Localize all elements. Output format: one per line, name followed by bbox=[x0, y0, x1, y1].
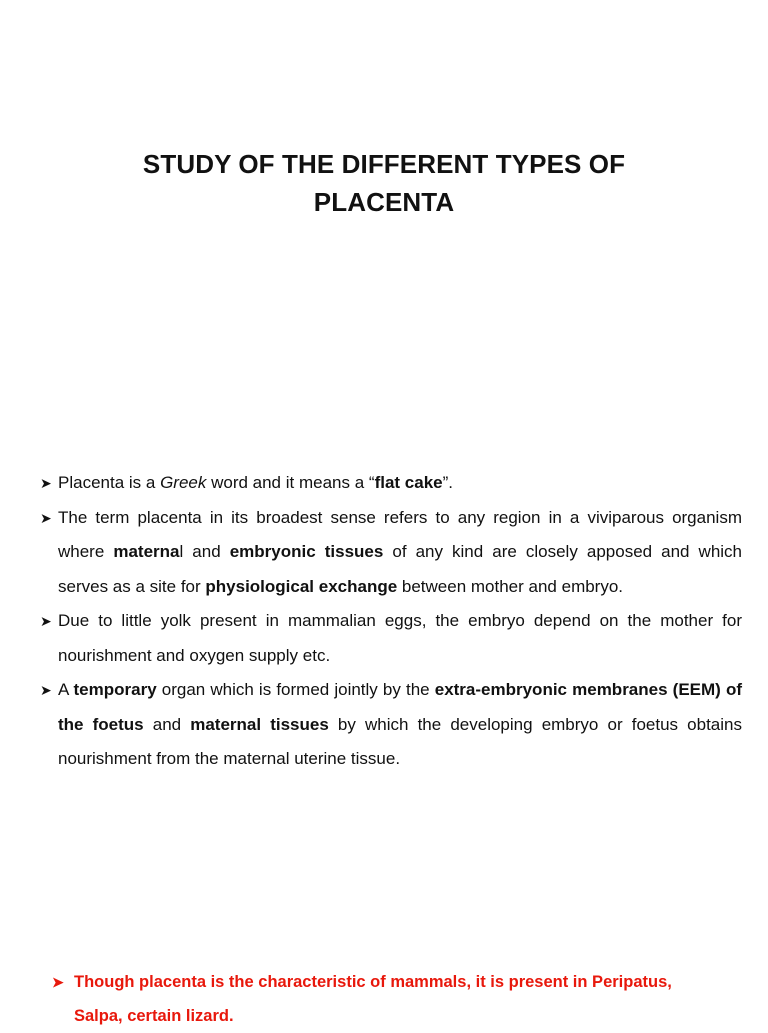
title-line-1: STUDY OF THE DIFFERENT TYPES OF bbox=[142, 149, 626, 179]
text-run: by which the developing embryo or foetus obtains nourishment from the maternal uterine tissue. bbox=[58, 714, 742, 768]
list-item bbox=[40, 466, 742, 501]
arrowhead-bullet-icon: ➤ bbox=[40, 613, 52, 629]
arrowhead-bullet-icon: ➤ bbox=[52, 974, 64, 990]
page-title bbox=[110, 145, 658, 221]
text-run: Placenta is a bbox=[58, 473, 161, 492]
text-run: The term placenta in its broadest sense refers to any region in a viviparous organism where bbox=[58, 507, 742, 561]
title-line-2: PLACENTA bbox=[313, 187, 455, 217]
arrowhead-bullet-icon: ➤ bbox=[40, 682, 52, 698]
note-line-1: Though placenta is the characteristic of mammals, it is present in Peripatus, bbox=[74, 973, 672, 991]
text-run: and bbox=[143, 714, 191, 734]
bullet-list bbox=[40, 466, 742, 777]
bold-term: extra-embryonic membranes (EEM) of the foetus bbox=[58, 680, 742, 734]
text-run: l and bbox=[179, 542, 230, 561]
list-item bbox=[40, 604, 742, 673]
text-run: A bbox=[58, 680, 74, 699]
text-run: word and it means a “ bbox=[206, 473, 375, 492]
text-run: ”. bbox=[442, 473, 453, 492]
arrowhead-bullet-icon: ➤ bbox=[40, 475, 52, 491]
bold-term: materna bbox=[113, 542, 180, 561]
bold-term: maternal tissues bbox=[190, 714, 329, 734]
bold-term: flat cake bbox=[374, 473, 443, 492]
highlight-note bbox=[52, 965, 734, 1033]
text-run: Due to little yolk present in mammalian eggs, the embryo depend on the mother for nourishment and oxygen supply etc. bbox=[58, 611, 742, 665]
bold-term: temporary bbox=[73, 680, 157, 699]
text-run: of any kind are closely apposed and which serves as a site for bbox=[58, 542, 743, 596]
list-item bbox=[40, 673, 742, 777]
note-line-2: Salpa, certain lizard. bbox=[74, 1007, 234, 1025]
arrowhead-bullet-icon: ➤ bbox=[40, 509, 52, 526]
italic-term: Greek bbox=[160, 473, 207, 492]
text-run: between mother and embryo. bbox=[397, 576, 624, 596]
bold-term: embryonic tissues bbox=[229, 542, 384, 561]
bold-term: physiological exchange bbox=[205, 576, 398, 596]
text-run: organ which is formed jointly by the bbox=[156, 680, 435, 699]
list-item bbox=[40, 501, 742, 605]
